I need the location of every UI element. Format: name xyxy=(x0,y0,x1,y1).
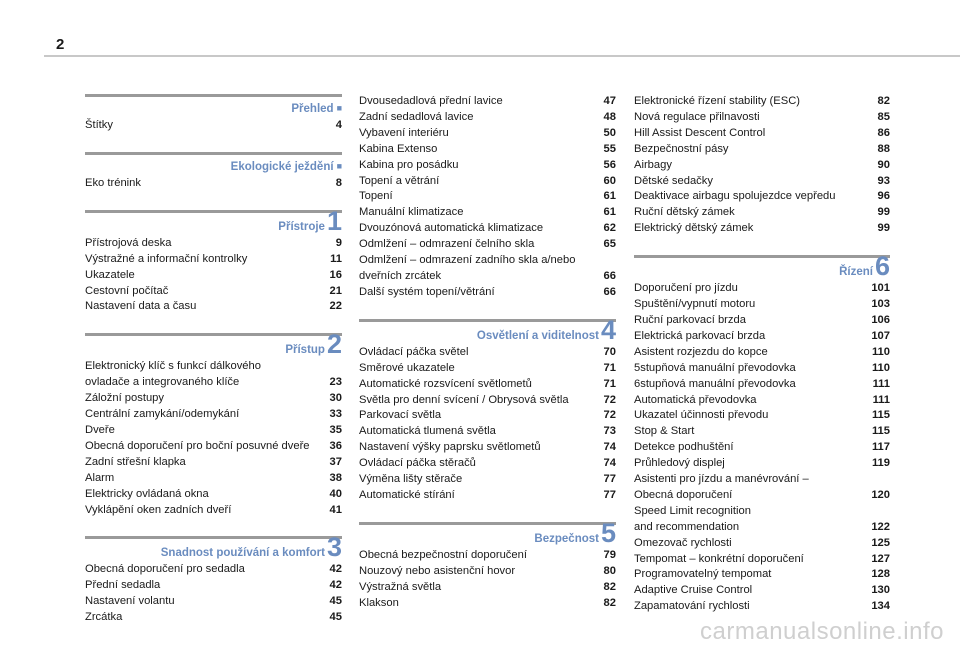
toc-entry[interactable] xyxy=(359,142,616,158)
toc-entry-page: 42 xyxy=(329,563,342,576)
toc-entry-title: Kabina Extenso xyxy=(359,142,438,155)
toc-entry-page: 56 xyxy=(603,158,616,171)
toc-entry[interactable] xyxy=(634,536,890,552)
toc-entry[interactable] xyxy=(634,583,890,599)
toc-entry-title: Spuštění/vypnutí motoru xyxy=(634,298,756,311)
toc-entry-title: Výstražná světla xyxy=(359,580,442,593)
toc-entry-title: Airbagy xyxy=(634,158,672,171)
toc-section xyxy=(359,314,616,504)
toc-entry-title: Obecná bezpečnostní doporučení xyxy=(359,548,527,561)
toc-entry-page: 50 xyxy=(603,126,616,139)
toc-entry[interactable] xyxy=(359,440,616,456)
toc-entry-title: Tempomat – konkrétní doporučení xyxy=(634,552,804,565)
toc-entry-page: 77 xyxy=(603,488,616,501)
toc-entry-title: Ovládací páčka stěračů xyxy=(359,457,476,470)
toc-entry-title: Parkovací světla xyxy=(359,409,442,422)
toc-entry-title: Ukazatele xyxy=(85,268,135,281)
section-heading xyxy=(359,517,616,548)
toc-entry-page: 111 xyxy=(872,377,890,390)
toc-entry-title: Výstražné a informační kontrolky xyxy=(85,252,248,265)
toc-entry-page: 88 xyxy=(877,142,890,155)
toc-entry-title: Doporučení pro jízdu xyxy=(634,282,738,295)
toc-entry[interactable] xyxy=(634,599,890,615)
watermark: carmanualsonline.info xyxy=(700,618,944,645)
toc-entry-title: Nastavení data a času xyxy=(85,300,197,313)
toc-entry-page: 35 xyxy=(329,423,342,436)
toc-entry[interactable] xyxy=(359,237,616,253)
toc-entry-page: 103 xyxy=(871,298,890,311)
toc-entry-title: Obecná doporučení pro boční posuvné dveře xyxy=(85,439,310,452)
toc-entry[interactable] xyxy=(634,297,890,313)
toc-entry-title: Ovládací páčka světel xyxy=(359,345,469,358)
toc-entry-title: Dětské sedačky xyxy=(634,174,713,187)
toc-entry-title: Nastavení volantu xyxy=(85,595,175,608)
toc-entry-page: 70 xyxy=(603,345,616,358)
toc-entry-page: 41 xyxy=(329,503,342,516)
toc-entry-title: Výměna lišty stěrače xyxy=(359,473,463,486)
toc-entry[interactable] xyxy=(359,548,616,564)
toc-entry-page: 122 xyxy=(871,520,890,533)
toc-entry[interactable] xyxy=(359,424,616,440)
toc-entry[interactable] xyxy=(634,424,890,440)
toc-entry-title: Elektrický dětský zámek xyxy=(634,222,754,235)
toc-entry-title: Přední sedadla xyxy=(85,579,161,592)
toc-entry[interactable] xyxy=(85,359,342,391)
toc-entry-page: 117 xyxy=(871,441,890,454)
toc-entry-title: Odmlžení – odmrazení čelního skla xyxy=(359,238,535,251)
toc-entry-page: 66 xyxy=(603,285,616,298)
toc-entry-page: 4 xyxy=(335,119,342,131)
toc-entry-title: Asistenti pro jízdu a manévrování – Obecná doporučení xyxy=(634,473,809,501)
toc-entry-title: Průhledový displej xyxy=(634,457,725,470)
toc-entry-page: 80 xyxy=(603,564,616,577)
toc-entry[interactable] xyxy=(634,377,890,393)
toc-entry-page: 37 xyxy=(329,455,342,468)
toc-entry-page: 99 xyxy=(877,222,890,235)
toc-entry[interactable] xyxy=(634,393,890,409)
toc-entry-title: Klakson xyxy=(359,596,399,609)
toc-entry[interactable] xyxy=(85,487,342,503)
toc-entry-title: Vyklápění oken zadních dveří xyxy=(85,503,232,516)
toc-entry[interactable] xyxy=(359,564,616,580)
toc-entry[interactable] xyxy=(634,281,890,297)
toc-entry-title: Alarm xyxy=(85,471,115,484)
toc-entry[interactable] xyxy=(359,205,616,221)
toc-entry-title: Dveře xyxy=(85,423,115,436)
toc-entry-page: 22 xyxy=(329,300,342,313)
toc-entry-page: 90 xyxy=(877,158,890,171)
section-heading xyxy=(85,205,342,236)
toc-entry-title: Omezovač rychlosti xyxy=(634,536,732,549)
toc-entry-page: 45 xyxy=(329,595,342,608)
toc-entry-page: 120 xyxy=(871,488,890,501)
toc-entry-page: 82 xyxy=(877,95,890,107)
section-marker-icon: ■ xyxy=(336,103,342,113)
toc-entry-list xyxy=(359,345,616,504)
section-heading xyxy=(85,155,342,173)
toc-entry[interactable] xyxy=(634,94,890,110)
toc-section xyxy=(85,205,342,316)
toc-entry-list xyxy=(85,236,342,316)
toc-entry[interactable] xyxy=(85,562,342,578)
section-title: Snadnost používání a komfort xyxy=(160,547,325,560)
toc-entry-page: 74 xyxy=(603,441,616,454)
toc-entry-list xyxy=(85,359,342,518)
section-number: 3 xyxy=(326,532,342,563)
toc-entry[interactable] xyxy=(359,377,616,393)
toc-entry[interactable] xyxy=(359,253,616,285)
toc-entry[interactable] xyxy=(85,236,342,252)
toc-entry-page: 16 xyxy=(329,268,342,281)
section-number: 5 xyxy=(600,517,616,548)
toc-section xyxy=(634,251,890,615)
toc-column-3 xyxy=(634,94,890,633)
toc-entry[interactable] xyxy=(85,578,342,594)
toc-entry-page: 48 xyxy=(603,110,616,123)
toc-entry[interactable] xyxy=(634,110,890,126)
toc-entry[interactable] xyxy=(634,189,890,205)
toc-entry-title: Přístrojová deska xyxy=(85,236,172,249)
toc-entry-page: 42 xyxy=(329,579,342,592)
toc-entry-title: Nastavení výšky paprsku světlometů xyxy=(359,441,541,454)
toc-entry-list xyxy=(85,118,342,134)
toc-entry-page: 72 xyxy=(603,393,616,406)
toc-entry-title: Zadní sedadlová lavice xyxy=(359,110,474,123)
toc-entry-page: 40 xyxy=(329,487,342,500)
section-title: Přehled xyxy=(291,103,334,115)
toc-entry[interactable] xyxy=(634,552,890,568)
toc-column-2 xyxy=(359,94,616,629)
toc-entry-page: 62 xyxy=(603,222,616,235)
toc-section xyxy=(634,94,890,237)
section-number: 1 xyxy=(326,205,342,236)
toc-entry-title: Automatické stírání xyxy=(359,488,455,501)
toc-entry[interactable] xyxy=(634,440,890,456)
toc-entry-title: Eko trénink xyxy=(85,176,141,189)
toc-entry[interactable] xyxy=(85,252,342,268)
toc-entry[interactable] xyxy=(359,221,616,237)
toc-entry-page: 73 xyxy=(603,425,616,438)
toc-entry-title: Deaktivace airbagu spolujezdce vepředu xyxy=(634,190,836,203)
toc-entry-page: 134 xyxy=(871,600,890,613)
section-marker-icon: ■ xyxy=(336,160,342,171)
toc-entry-page: 11 xyxy=(330,252,342,265)
toc-entry[interactable] xyxy=(634,504,890,536)
toc-entry[interactable] xyxy=(634,345,890,361)
toc-entry-title: Speed Limit recognition and recommendation xyxy=(634,504,751,533)
toc-entry[interactable] xyxy=(85,471,342,487)
toc-entry[interactable] xyxy=(85,299,342,315)
toc-entry[interactable] xyxy=(85,268,342,284)
toc-entry-page: 61 xyxy=(603,206,616,219)
toc-entry-page: 65 xyxy=(603,238,616,251)
toc-entry[interactable] xyxy=(359,408,616,424)
toc-entry-page: 106 xyxy=(871,313,890,326)
toc-entry-title: Elektronické řízení stability (ESC) xyxy=(634,95,800,107)
toc-entry[interactable] xyxy=(85,407,342,423)
toc-entry[interactable] xyxy=(85,439,342,455)
toc-entry[interactable] xyxy=(634,142,890,158)
toc-entry-page: 128 xyxy=(871,568,890,581)
toc-entry[interactable] xyxy=(85,455,342,471)
toc-entry-page: 45 xyxy=(329,611,342,624)
toc-entry-title: Adaptive Cruise Control xyxy=(634,584,753,597)
toc-entry-title: Elektronický klíč s funkcí dálkového ovladače a integrovaného klíče xyxy=(85,360,261,389)
toc-section xyxy=(85,94,342,134)
toc-entry-page: 36 xyxy=(329,439,342,452)
toc-entry-page: 115 xyxy=(871,409,890,422)
toc-entry-title: Světla pro denní svícení / Obrysová světla xyxy=(359,393,569,406)
toc-entry[interactable] xyxy=(85,118,342,134)
toc-entry-title: Automatická převodovka xyxy=(634,393,757,406)
toc-entry-page: 33 xyxy=(329,408,342,421)
section-title: Ekologické ježdění xyxy=(230,160,334,173)
toc-entry-page: 82 xyxy=(603,580,616,593)
toc-entry-title: Směrové ukazatele xyxy=(359,361,455,374)
toc-entry-title: Odmlžení – odmrazení zadního skla a/nebo dveřních zrcátek xyxy=(359,254,576,282)
toc-entry[interactable] xyxy=(634,408,890,424)
toc-entry-page: 21 xyxy=(329,284,342,297)
section-number: 6 xyxy=(874,251,890,282)
toc-entry-page: 111 xyxy=(872,393,890,406)
toc-entry-page: 71 xyxy=(603,377,616,390)
toc-entry-title: Elektricky ovládaná okna xyxy=(85,487,209,500)
section-heading xyxy=(634,251,890,282)
toc-entry-title: Kabina pro posádku xyxy=(359,158,459,171)
toc-entry-list xyxy=(359,548,616,612)
toc-entry-page: 82 xyxy=(603,596,616,609)
toc-entry-title: Ukazatel účinnosti převodu xyxy=(634,409,769,422)
toc-section xyxy=(359,94,616,301)
toc-entry[interactable] xyxy=(634,567,890,583)
toc-entry-page: 9 xyxy=(335,236,342,249)
section-title: Přístroje xyxy=(278,220,325,233)
toc-entry[interactable] xyxy=(634,361,890,377)
toc-entry-page: 79 xyxy=(603,548,616,561)
toc-entry-page: 99 xyxy=(877,206,890,219)
toc-entry-page: 93 xyxy=(877,174,890,187)
toc-entry-title: Centrální zamykání/odemykání xyxy=(85,408,240,421)
toc-entry[interactable] xyxy=(359,456,616,472)
toc-entry-page: 125 xyxy=(871,536,890,549)
section-heading xyxy=(85,97,342,115)
toc-entry-page: 23 xyxy=(329,376,342,389)
toc-entry[interactable] xyxy=(359,174,616,190)
toc-entry[interactable] xyxy=(359,94,616,110)
toc-entry[interactable] xyxy=(85,176,342,192)
toc-entry-page: 38 xyxy=(329,471,342,484)
section-number: 4 xyxy=(600,314,616,345)
toc-entry[interactable] xyxy=(359,580,616,596)
toc-entry[interactable] xyxy=(359,345,616,361)
toc-entry[interactable] xyxy=(359,158,616,174)
toc-entry[interactable] xyxy=(634,456,890,472)
toc-entry-title: Vybavení interiéru xyxy=(359,126,449,139)
toc-entry[interactable] xyxy=(85,284,342,300)
toc-entry-title: Obecná doporučení pro sedadla xyxy=(85,563,245,576)
toc-entry-page: 86 xyxy=(877,126,890,139)
toc-entry-title: Nová regulace přilnavosti xyxy=(634,110,760,123)
toc-entry-title: Manuální klimatizace xyxy=(359,206,464,219)
section-heading xyxy=(85,532,342,563)
toc-entry-title: Elektrická parkovací brzda xyxy=(634,329,766,342)
toc-entry-list xyxy=(359,94,616,301)
toc-entry[interactable] xyxy=(359,361,616,377)
toc-entry-page: 30 xyxy=(329,392,342,405)
toc-entry[interactable] xyxy=(85,423,342,439)
toc-entry[interactable] xyxy=(359,126,616,142)
toc-entry[interactable] xyxy=(634,126,890,142)
toc-column-1 xyxy=(85,94,342,644)
toc-entry-title: Automatická tlumená světla xyxy=(359,425,496,438)
toc-section xyxy=(85,329,342,518)
toc-entry-title: Zapamatování rychlosti xyxy=(634,600,750,613)
toc-entry-page: 96 xyxy=(877,190,890,203)
toc-entry-title: 6stupňová manuální převodovka xyxy=(634,377,796,390)
toc-entry[interactable] xyxy=(359,472,616,488)
section-heading xyxy=(359,314,616,345)
toc-section xyxy=(85,152,342,192)
toc-entry-title: Topení a větrání xyxy=(359,174,440,187)
toc-entry[interactable] xyxy=(85,391,342,407)
toc-entry-title: Asistent rozjezdu do kopce xyxy=(634,345,768,358)
toc-entry[interactable] xyxy=(359,189,616,205)
toc-entry-page: 85 xyxy=(877,110,890,123)
toc-entry[interactable] xyxy=(359,285,616,301)
toc-entry-page: 74 xyxy=(603,457,616,470)
toc-entry-title: Topení xyxy=(359,190,393,203)
toc-entry-page: 47 xyxy=(603,95,616,107)
toc-entry[interactable] xyxy=(85,610,342,626)
toc-entry-title: Dvouzónová automatická klimatizace xyxy=(359,222,544,235)
toc-entry[interactable] xyxy=(85,503,342,519)
section-heading xyxy=(85,329,342,360)
toc-entry[interactable] xyxy=(634,329,890,345)
section-number: 2 xyxy=(326,329,342,360)
toc-entry-page: 107 xyxy=(871,329,890,342)
toc-entry-title: Detekce podhuštění xyxy=(634,441,734,454)
toc-entry-list xyxy=(634,281,890,615)
toc-entry-list xyxy=(85,562,342,626)
toc-entry-page: 60 xyxy=(603,174,616,187)
toc-entry-title: Nouzový nebo asistenční hovor xyxy=(359,564,516,577)
toc-entry[interactable] xyxy=(634,158,890,174)
toc-entry-title: Záložní postupy xyxy=(85,392,164,405)
section-title: Řízení xyxy=(839,266,873,279)
toc-entry[interactable] xyxy=(634,472,890,504)
toc-entry-page: 8 xyxy=(335,176,342,189)
toc-entry[interactable] xyxy=(359,110,616,126)
page-number: 2 xyxy=(56,36,65,53)
toc-entry-page: 110 xyxy=(871,361,890,374)
toc-entry-title: 5stupňová manuální převodovka xyxy=(634,361,796,374)
toc-entry-page: 77 xyxy=(603,473,616,486)
toc-entry-list xyxy=(85,176,342,192)
toc-entry-title: Hill Assist Descent Control xyxy=(634,126,766,139)
toc-entry[interactable] xyxy=(359,488,616,504)
toc-entry-title: Programovatelný tempomat xyxy=(634,568,772,581)
toc-entry-page: 101 xyxy=(871,282,890,295)
toc-entry-page: 71 xyxy=(603,361,616,374)
toc-entry[interactable] xyxy=(634,221,890,237)
toc-entry-page: 130 xyxy=(871,584,890,597)
toc-entry-page: 110 xyxy=(871,345,890,358)
toc-entry-title: Stop & Start xyxy=(634,425,695,438)
toc-entry[interactable] xyxy=(634,174,890,190)
toc-entry-title: Ruční parkovací brzda xyxy=(634,313,746,326)
toc-entry-page: 55 xyxy=(603,142,616,155)
toc-entry-title: Cestovní počítač xyxy=(85,284,169,297)
toc-entry-page: 119 xyxy=(871,457,890,470)
toc-entry-title: Ruční dětský zámek xyxy=(634,206,735,219)
section-title: Přístup xyxy=(285,344,325,357)
toc-entry[interactable] xyxy=(634,205,890,221)
toc-entry-title: Zadní střešní klapka xyxy=(85,455,186,468)
toc-entry[interactable] xyxy=(359,596,616,612)
toc-entry-title: Štítky xyxy=(85,119,113,131)
toc-section xyxy=(359,517,616,612)
toc-entry-page: 127 xyxy=(871,552,890,565)
toc-entry-title: Bezpečnostní pásy xyxy=(634,142,729,155)
toc-entry-title: Dvousedadlová přední lavice xyxy=(359,95,503,107)
toc-section xyxy=(85,532,342,626)
top-rule xyxy=(44,55,960,57)
toc-entry[interactable] xyxy=(85,594,342,610)
toc-entry-list xyxy=(634,94,890,237)
section-title: Osvětlení a viditelnost xyxy=(476,329,599,342)
toc-entry-page: 66 xyxy=(603,269,616,282)
section-title: Bezpečnost xyxy=(534,532,599,545)
toc-entry-page: 72 xyxy=(603,409,616,422)
toc-entry-page: 61 xyxy=(603,190,616,203)
toc-entry-title: Zrcátka xyxy=(85,611,123,624)
toc-entry-title: Automatické rozsvícení světlometů xyxy=(359,377,532,390)
toc-entry[interactable] xyxy=(359,393,616,409)
toc-entry[interactable] xyxy=(634,313,890,329)
toc-entry-title: Další systém topení/větrání xyxy=(359,285,495,298)
toc-entry-page: 115 xyxy=(871,425,890,438)
